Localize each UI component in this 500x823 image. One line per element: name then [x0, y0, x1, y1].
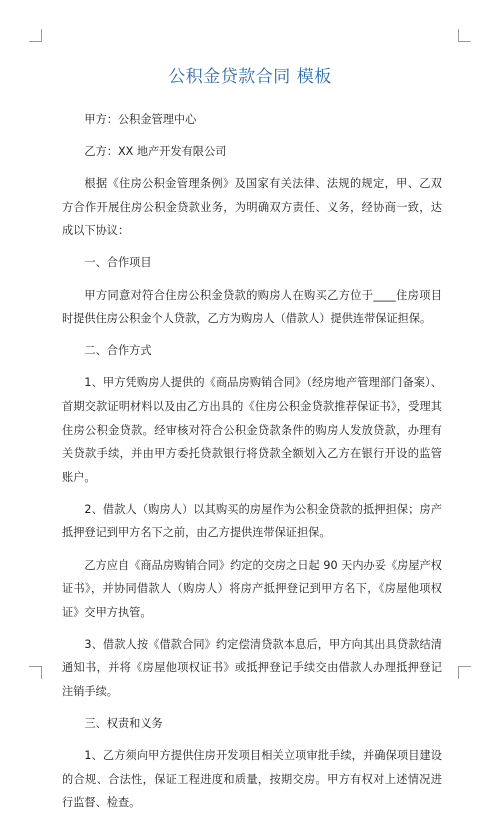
crop-mark-bottom-left [29, 666, 42, 679]
section-3-heading: 三、权责和义务 [84, 717, 163, 731]
section-3-paragraph-1: 1、乙方须向甲方提供住房开发项目相关立项审批手续，并确保项目建设的合规、合法性，保证工程进度和质量，按期交房。甲方有权对上述情况进行监督、检查。 [62, 749, 442, 810]
section-2-paragraph-2: 2、借款人（购房人）以其购买的房屋作为公积金贷款的抵押担保；房产抵押登记到甲方名下之前，由乙方提供连带保证担保。 [62, 502, 442, 540]
party-a: 甲方：公积金管理中心 [84, 113, 197, 126]
crop-mark-top-right [458, 29, 471, 42]
section-2-paragraph-1: 1、甲方凭购房人提供的《商品房购销合同》（经房地产管理部门备案）、首期交款证明材料以及由乙方出具的《住房公积金贷款推荐保证书》，受理其住房公积金贷款。经审核对符合公积金贷款条件的购房人发放贷款，办理有关贷款手续，并由甲方委托贷款银行将贷款全额划入乙方在银行开设的监管账户。 [62, 376, 442, 484]
party-b: 乙方：XX 地产开发有限公司 [84, 145, 227, 159]
crop-mark-top-left [29, 29, 42, 42]
section-2-paragraph-3: 乙方应自《商品房购销合同》约定的交房之日起 90 天内办妥《房屋产权证书》，并协同借款人（购房人）将房产抵押登记到甲方名下，《房屋他项权证》交甲方执管。 [62, 558, 442, 619]
section-1-paragraph: 甲方同意对符合住房公积金贷款的购房人在购买乙方位于____住房项目时提供住房公积金个人贷款，乙方为购房人（借款人）提供连带保证担保。 [62, 288, 442, 326]
preamble-paragraph: 根据《住房公积金管理条例》及国家有关法律、法规的规定，甲、乙双方合作开展住房公积金贷款业务，为明确双方责任、义务，经协商一致，达成以下协议： [62, 177, 442, 238]
document-body [62, 108, 442, 823]
section-2-heading: 二、合作方式 [84, 344, 152, 358]
section-1-heading: 一、合作项目 [84, 256, 152, 270]
document-title: 公积金贷款合同 模板 [168, 67, 332, 87]
section-2-paragraph-4: 3、借款人按《借款合同》约定偿清贷款本息后，甲方向其出具贷款结清通知书，并将《房屋他项权证书》或抵押登记手续交由借款人办理抵押登记注销手续。 [62, 637, 442, 698]
crop-mark-bottom-right [458, 666, 471, 679]
